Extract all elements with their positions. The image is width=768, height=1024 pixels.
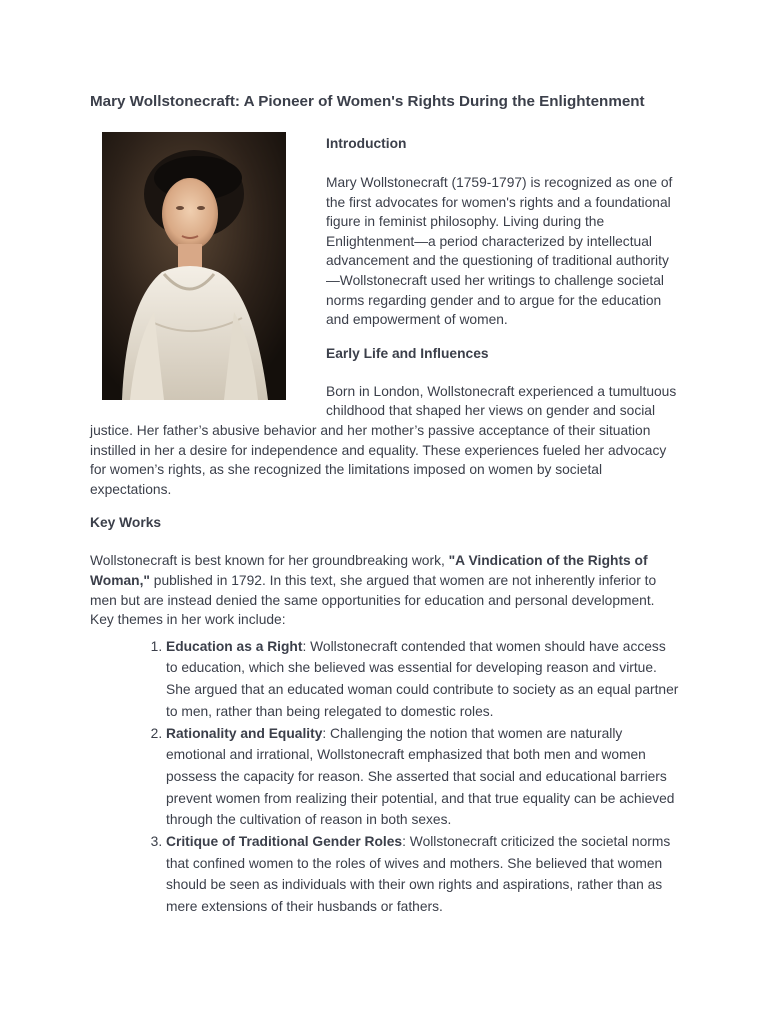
theme-title: Critique of Traditional Gender Roles <box>166 834 403 850</box>
portrait-painting <box>102 132 286 400</box>
key-works-paragraph <box>90 551 680 629</box>
early-life-paragraph: Born in London, Wollstonecraft experienced a tumultuous childhood that shaped her views on gender and social justice. Her father’s abusive behavior and her mother’s passive acceptance of their situation instilled in her a desire for independence and equality. These experiences fueled her advocacy for women’s rights, as she recognized the limitations imposed on women by societal expectations. <box>90 383 677 497</box>
key-works-text-before: Wollstonecraft is best known for her groundbreaking work, <box>90 553 449 569</box>
theme-text: : Wollstonecraft criticized the societal norms that confined women to the roles of wives and mothers. She believed that women should be seen as individuals with their own rights and aspirations, rather than as mere extensions of their husbands or fathers. <box>166 834 671 915</box>
theme-text: : Wollstonecraft contended that women should have access to education, which she believed was essential for developing reason and virtue. She argued that an educated woman could contribute to society as an equal partner to men, rather than being relegated to domestic roles. <box>166 638 679 719</box>
theme-title: Education as a Right <box>166 638 303 654</box>
key-works-text-after: published in 1792. In this text, she argued that women are not inherently inferior to men but are instead denied the same opportunities for education and personal development. Key themes in her work include: <box>90 572 657 628</box>
section-heading-introduction: Introduction <box>326 136 407 151</box>
list-item <box>166 831 680 918</box>
portrait-image <box>102 132 286 400</box>
section-heading-key-works: Key Works <box>90 515 162 531</box>
introduction-paragraph: Mary Wollstonecraft (1759-1797) is recognized as one of the first advocates for women's rights and a foundational figure in feminist philosophy. Living during the Enlightenment—a period characterized by intellectual advancement and the questioning of traditional authority—Wollstonecraft used her writings to challenge societal norms regarding gender and to argue for the education and empowerment of women. <box>326 175 673 328</box>
work-title: "A Vindication of the Rights of Woman," <box>90 553 648 588</box>
list-item <box>166 636 680 723</box>
document-title: Mary Wollstonecraft: A Pioneer of Women's Rights During the Enlightenment <box>90 93 645 110</box>
themes-list <box>90 636 680 918</box>
theme-text: : Challenging the notion that women are naturally emotional and irrational, Wollstonecraft emphasized that both men and women possess the capacity for reason. She asserted that social and educational barriers prevent women from realizing their potential, and that true equality can be achieved through the cultivation of reason in both sexes. <box>166 725 675 828</box>
document-page <box>90 92 680 918</box>
list-item <box>166 723 680 832</box>
theme-title: Rationality and Equality <box>166 725 323 741</box>
section-heading-early-life: Early Life and Influences <box>326 345 489 361</box>
